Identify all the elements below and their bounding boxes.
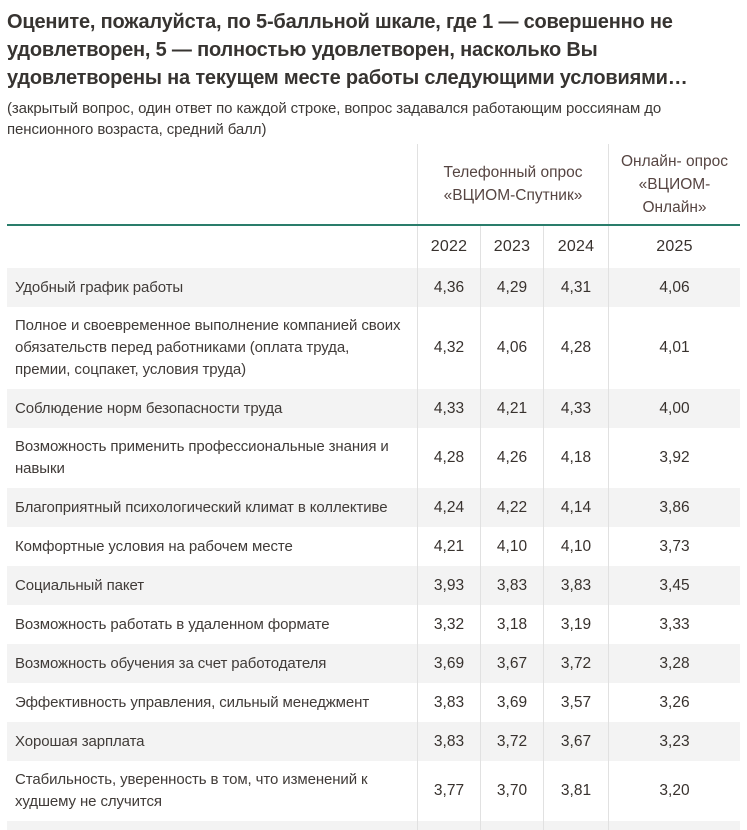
- value-2025: 3,20: [608, 761, 740, 821]
- value-2023: 3,70: [480, 761, 543, 821]
- value-2022: 4,32: [417, 307, 480, 389]
- year-header-spacer: [7, 226, 417, 268]
- value-2025: 3,23: [608, 722, 740, 761]
- value-2025: 3,33: [608, 605, 740, 644]
- value-2023: 3,67: [480, 644, 543, 683]
- table-row: [7, 644, 740, 683]
- table-row: [7, 722, 740, 761]
- table-row: [7, 488, 740, 527]
- table-row: [7, 605, 740, 644]
- row-label: Удобный график работы: [15, 278, 184, 296]
- table-row: [7, 307, 740, 389]
- table-row: [7, 761, 740, 821]
- value-2025: 3,28: [608, 644, 740, 683]
- value-2024: 3,72: [543, 644, 608, 683]
- table-body: [7, 268, 740, 821]
- satisfaction-table: [7, 144, 740, 830]
- row-label: Комфортные условия на рабочем месте: [15, 537, 293, 555]
- table-row: [7, 389, 740, 428]
- value-2023: 4,22: [480, 488, 543, 527]
- value-2022: 4,24: [417, 488, 480, 527]
- group-header-online-label: Онлайн- опрос «ВЦИОМ-Онлайн»: [621, 152, 728, 216]
- table-row: [7, 683, 740, 722]
- value-2022: 3,83: [417, 683, 480, 722]
- cutoff-value-cell: [608, 821, 740, 830]
- value-2024: 4,10: [543, 527, 608, 566]
- value-2023: 3,72: [480, 722, 543, 761]
- group-header-phone-survey: [417, 144, 608, 224]
- value-2024: 3,83: [543, 566, 608, 605]
- value-2025: 3,26: [608, 683, 740, 722]
- value-2025: 3,73: [608, 527, 740, 566]
- year-header-2024: 2024: [543, 226, 608, 268]
- group-header-online-survey: [608, 144, 740, 224]
- row-label: Социальный пакет: [15, 576, 144, 594]
- value-2022: 3,32: [417, 605, 480, 644]
- value-2022: 3,69: [417, 644, 480, 683]
- table-row: [7, 428, 740, 488]
- group-header-spacer: [7, 144, 417, 224]
- row-label: Возможность обучения за счет работодателя: [15, 654, 327, 672]
- value-2023: 3,69: [480, 683, 543, 722]
- value-2024: 4,28: [543, 307, 608, 389]
- value-2022: 4,28: [417, 428, 480, 488]
- next-row-cutoff-strip: [7, 821, 740, 830]
- page-title: Оцените, пожалуйста, по 5-балльной шкале, где 1 — совершенно не удовлетворен, 5 — полностью удовлетворен, насколько Вы удовлетворены на текущем месте работы следующими условиями…: [7, 11, 688, 89]
- row-label: Полное и своевременное выполнение компанией своих обязательств перед работниками (оплата труда, премии, соцпакет, условия труда): [15, 317, 401, 378]
- value-2022: 4,36: [417, 268, 480, 307]
- value-2024: 4,14: [543, 488, 608, 527]
- cutoff-value-cell: [480, 821, 543, 830]
- value-2025: 4,01: [608, 307, 740, 389]
- row-label: Стабильность, уверенность в том, что изменений к худшему не случится: [15, 771, 368, 810]
- value-2025: 3,86: [608, 488, 740, 527]
- value-2023: 4,29: [480, 268, 543, 307]
- table-group-header-row: [7, 144, 740, 226]
- row-label: Соблюдение норм безопасности труда: [15, 399, 283, 417]
- value-2024: 3,67: [543, 722, 608, 761]
- value-2025: 3,92: [608, 428, 740, 488]
- value-2023: 4,06: [480, 307, 543, 389]
- year-header-2022: 2022: [417, 226, 480, 268]
- value-2023: 3,18: [480, 605, 543, 644]
- page-subtitle: (закрытый вопрос, один ответ по каждой строке, вопрос задавался работающим россиянам до пенсионного возраста, средний балл): [7, 100, 662, 138]
- value-2024: 4,18: [543, 428, 608, 488]
- value-2023: 4,10: [480, 527, 543, 566]
- value-2022: 3,77: [417, 761, 480, 821]
- table-row: [7, 268, 740, 307]
- row-label: Хорошая зарплата: [15, 732, 145, 750]
- value-2025: 3,45: [608, 566, 740, 605]
- table-row: [7, 566, 740, 605]
- year-header-2025: 2025: [608, 226, 740, 268]
- row-label: Возможность работать в удаленном формате: [15, 615, 330, 633]
- value-2023: 4,21: [480, 389, 543, 428]
- value-2024: 4,33: [543, 389, 608, 428]
- value-2024: 3,57: [543, 683, 608, 722]
- row-label: Эффективность управления, сильный менеджмент: [15, 693, 370, 711]
- value-2022: 4,21: [417, 527, 480, 566]
- cutoff-label-cell: [7, 821, 417, 830]
- value-2024: 3,19: [543, 605, 608, 644]
- group-header-phone-label: Телефонный опрос «ВЦИОМ-Спутник»: [443, 164, 583, 204]
- value-2023: 4,26: [480, 428, 543, 488]
- value-2022: 3,93: [417, 566, 480, 605]
- value-2022: 4,33: [417, 389, 480, 428]
- value-2022: 3,83: [417, 722, 480, 761]
- cutoff-value-cell: [543, 821, 608, 830]
- table-year-header-row: [7, 226, 740, 268]
- table-row: [7, 527, 740, 566]
- value-2024: 3,81: [543, 761, 608, 821]
- value-2024: 4,31: [543, 268, 608, 307]
- value-2025: 4,06: [608, 268, 740, 307]
- cutoff-value-cell: [417, 821, 480, 830]
- value-2023: 3,83: [480, 566, 543, 605]
- row-label: Благоприятный психологический климат в коллективе: [15, 498, 388, 516]
- row-label: Возможность применить профессиональные знания и навыки: [15, 438, 389, 477]
- year-header-2023: 2023: [480, 226, 543, 268]
- value-2025: 4,00: [608, 389, 740, 428]
